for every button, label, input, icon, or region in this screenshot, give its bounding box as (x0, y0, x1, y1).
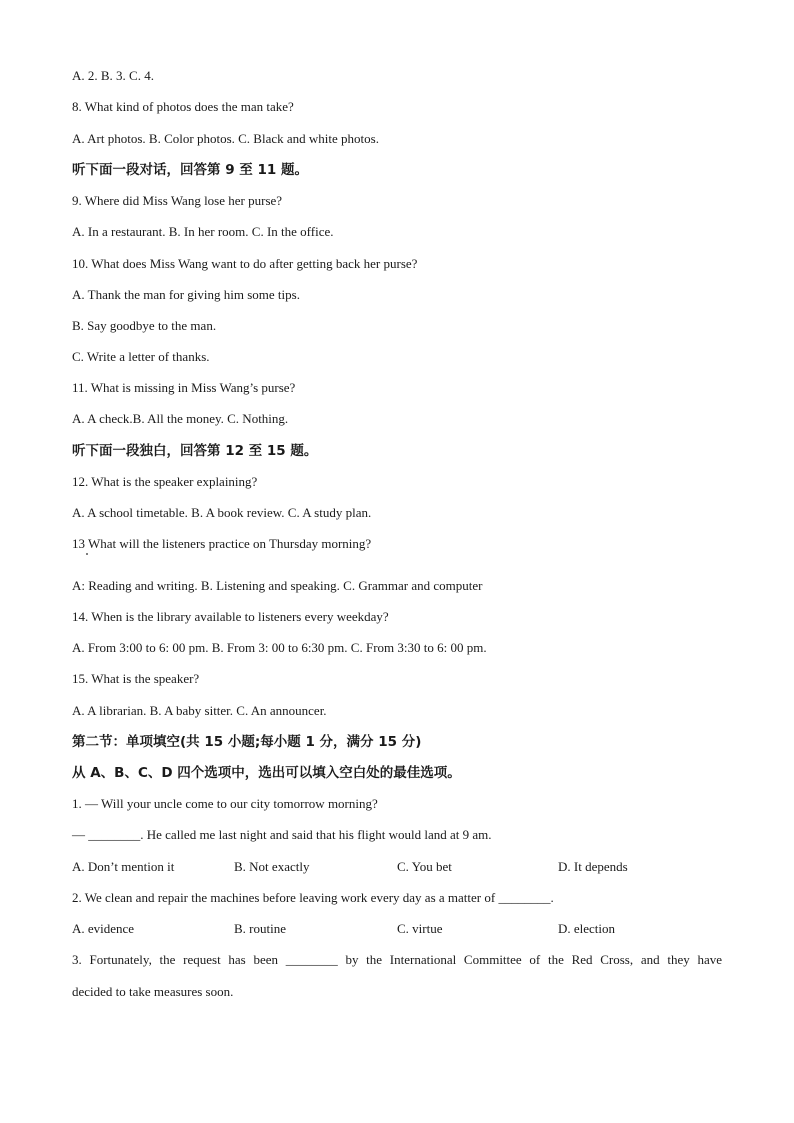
q2-option-a: A. evidence (72, 921, 135, 936)
section-heading-monologue: 听下面一段独白，回答第 12 至 15 题。 (72, 443, 318, 459)
grammar-question-3: 3. Fortunately, the request has been ________ by the International Committee of the Red Cross, and they have (72, 952, 722, 967)
q1-option-d: D. It depends (558, 859, 628, 874)
question-15-options: A. A librarian. B. A baby sitter. C. An announcer. (72, 703, 327, 718)
text-line: A. 2. B. 3. C. 4. (72, 68, 154, 83)
q1-option-a: A. Don’t mention it (72, 859, 175, 874)
question-14-options: A. From 3:00 to 6: 00 pm. B. From 3: 00 to 6:30 pm. C. From 3:30 to 6: 00 pm. (72, 640, 487, 655)
question-9: 9. Where did Miss Wang lose her purse? (72, 193, 283, 208)
section-heading-part-two: 第二节：单项填空(共 15 小题;每小题 1 分，满分 15 分) (72, 734, 422, 750)
question-8-options: A. Art photos. B. Color photos. C. Black and white photos. (72, 131, 379, 146)
grammar-question-2: 2. We clean and repair the machines before leaving work every day as a matter of ________. (72, 890, 554, 905)
question-11-options: A. A check.B. All the money. C. Nothing. (72, 411, 289, 426)
stray-dot (86, 553, 88, 555)
q2-option-b: B. routine (234, 921, 286, 936)
question-11: 11. What is missing in Miss Wang’s purse? (72, 380, 296, 395)
instructions: 从 A、B、C、D 四个选项中，选出可以填入空白处的最佳选项。 (72, 765, 461, 781)
q2-option-c: C. virtue (397, 921, 443, 936)
q1-option-c: C. You bet (397, 859, 452, 874)
question-10-option-c: C. Write a letter of thanks. (72, 349, 210, 364)
question-8: 8. What kind of photos does the man take? (72, 99, 294, 114)
question-12-options: A. A school timetable. B. A book review. C. A study plan. (72, 505, 372, 520)
question-10: 10. What does Miss Wang want to do after getting back her purse? (72, 256, 418, 271)
q2-option-d: D. election (558, 921, 616, 936)
question-10-option-b: B. Say goodbye to the man. (72, 318, 217, 333)
question-14: 14. When is the library available to listeners every weekday? (72, 609, 389, 624)
question-10-option-a: A. Thank the man for giving him some tips. (72, 287, 300, 302)
question-9-options: A. In a restaurant. B. In her room. C. In the office. (72, 224, 334, 239)
question-12: 12. What is the speaker explaining? (72, 474, 258, 489)
grammar-question-1-reply: — ________. He called me last night and said that his flight would land at 9 am. (72, 827, 492, 842)
q1-option-b: B. Not exactly (234, 859, 310, 874)
question-13-options: A: Reading and writing. B. Listening and speaking. C. Grammar and computer (72, 578, 483, 593)
grammar-question-3-continued: decided to take measures soon. (72, 984, 234, 999)
section-heading-dialogue: 听下面一段对话，回答第 9 至 11 题。 (72, 162, 308, 178)
question-15: 15. What is the speaker? (72, 671, 200, 686)
question-13: 13 What will the listeners practice on Thursday morning? (72, 536, 372, 551)
grammar-question-1: 1. — Will your uncle come to our city tomorrow morning? (72, 796, 378, 811)
